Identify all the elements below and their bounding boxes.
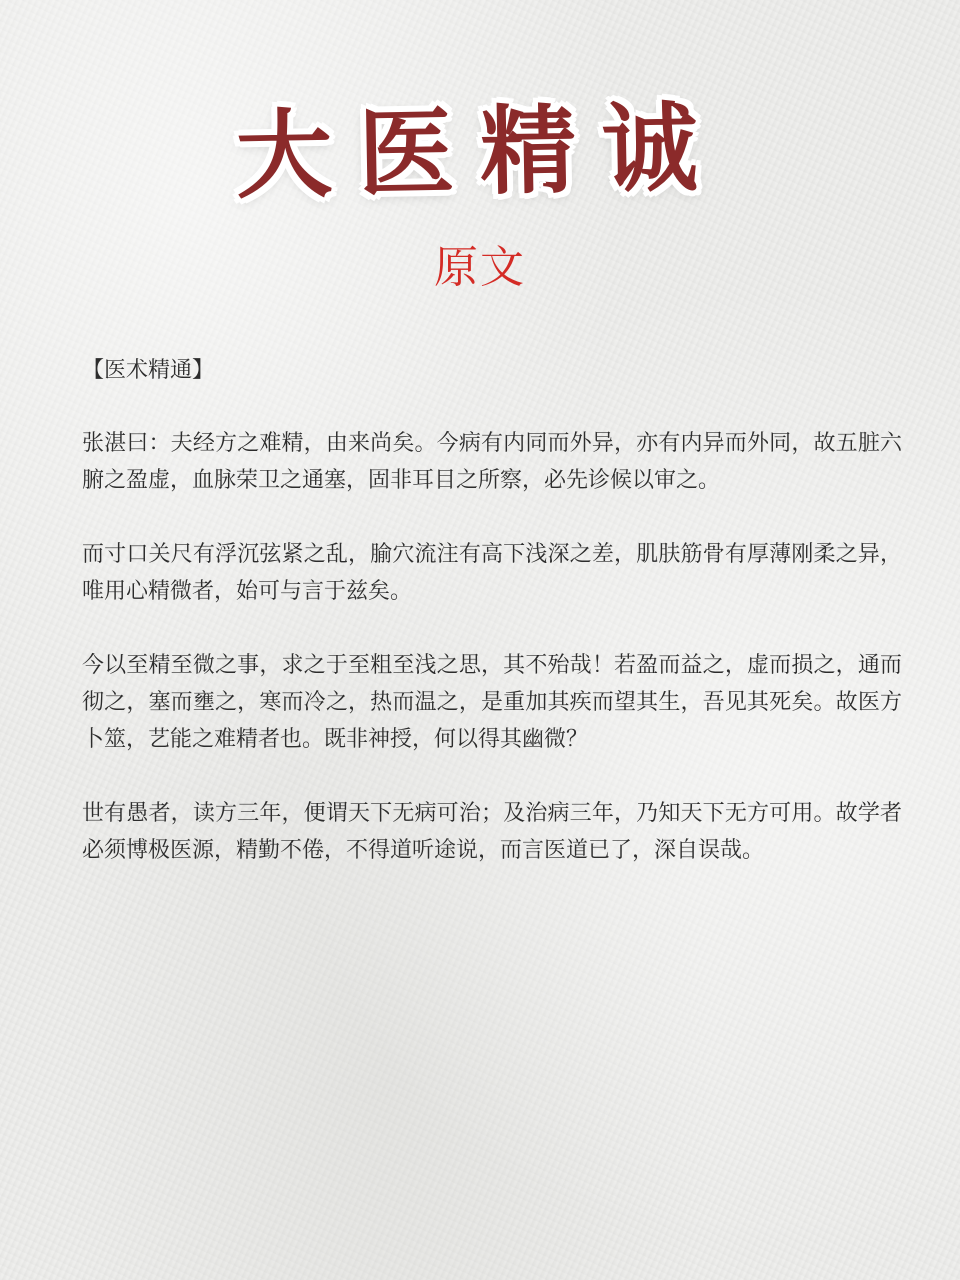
article-body: [82, 352, 902, 906]
page-title: 大医精诚: [235, 90, 725, 213]
paragraph-4: 世有愚者，读方三年，便谓天下无病可治；及治病三年，乃知天下无方可用。故学者必须博极医源，精勤不倦，不得道听途说，而言医道已了，深自误哉。: [82, 801, 902, 863]
paragraph-3: 今以至精至微之事，求之于至粗至浅之思，其不殆哉！若盈而益之，虚而损之，通而彻之，塞而壅之，寒而冷之，热而温之，是重加其疾而望其生，吾见其死矣。故医方卜筮，艺能之难精者也。既非神授，何以得其幽微？: [82, 653, 902, 752]
section-heading: 【医术精通】: [82, 358, 215, 383]
page-subtitle: 原文: [434, 242, 526, 293]
paragraph-1: 张湛曰：夫经方之难精，由来尚矣。今病有内同而外异，亦有内异而外同，故五脏六腑之盈虚，血脉荣卫之通塞，固非耳目之所察，必先诊候以审之。: [82, 431, 902, 493]
paragraph-2: 而寸口关尺有浮沉弦紧之乱，腧穴流注有高下浅深之差，肌肤筋骨有厚薄刚柔之异，唯用心精微者，始可与言于兹矣。: [82, 542, 902, 604]
